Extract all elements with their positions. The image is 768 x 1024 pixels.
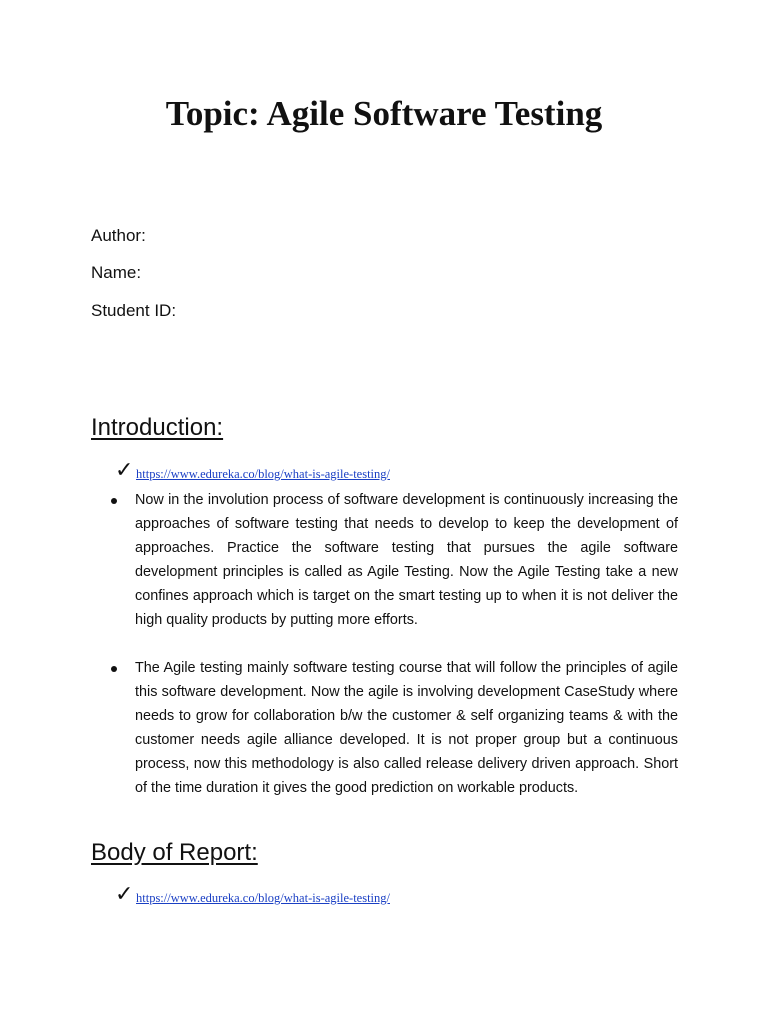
author-label: Author: xyxy=(91,226,146,245)
check-mark-icon: ✓ xyxy=(115,458,134,483)
introduction-reference xyxy=(115,458,390,482)
bullet-dot-icon xyxy=(111,498,117,504)
body-of-report-heading: Body of Report: xyxy=(91,839,258,866)
list-item xyxy=(108,489,678,632)
body-of-report-reference-link[interactable]: https://www.edureka.co/blog/what-is-agile-testing/ xyxy=(136,891,390,905)
introduction-bullet-list xyxy=(108,489,678,632)
introduction-paragraph-1: Now in the involution process of software development is continuously increasing the approaches of software testing that needs to develop to keep the development of approaches. Practice the software testing that pursues the agile software development principles is called as Agile Testing. Now the Agile Testing take a new confines approach which is target on the smart testing up to when it is not deliver the high quality products by putting more efforts. xyxy=(135,492,678,628)
check-mark-icon: ✓ xyxy=(115,882,134,907)
name-label: Name: xyxy=(91,263,142,282)
introduction-reference-link[interactable]: https://www.edureka.co/blog/what-is-agile-testing/ xyxy=(136,467,390,481)
bullet-dot-icon xyxy=(111,666,117,672)
introduction-paragraph-2: The Agile testing mainly software testing course that will follow the principles of agile this software development. Now the agile is involving development CaseStudy where needs to grow for collaboration b/w the customer & self organizing teams & with the customer needs agile alliance developed. It is not proper group but a continuous process, now this methodology is also called release delivery driven approach. Short of the time duration it gives the good prediction on workable products. xyxy=(135,660,678,796)
body-of-report-reference xyxy=(115,882,390,906)
introduction-heading: Introduction: xyxy=(91,414,224,441)
list-item xyxy=(108,657,678,800)
introduction-bullet-list-2 xyxy=(108,657,678,800)
student-id-label: Student ID: xyxy=(91,301,177,320)
document-title: Topic: Agile Software Testing xyxy=(165,94,603,133)
